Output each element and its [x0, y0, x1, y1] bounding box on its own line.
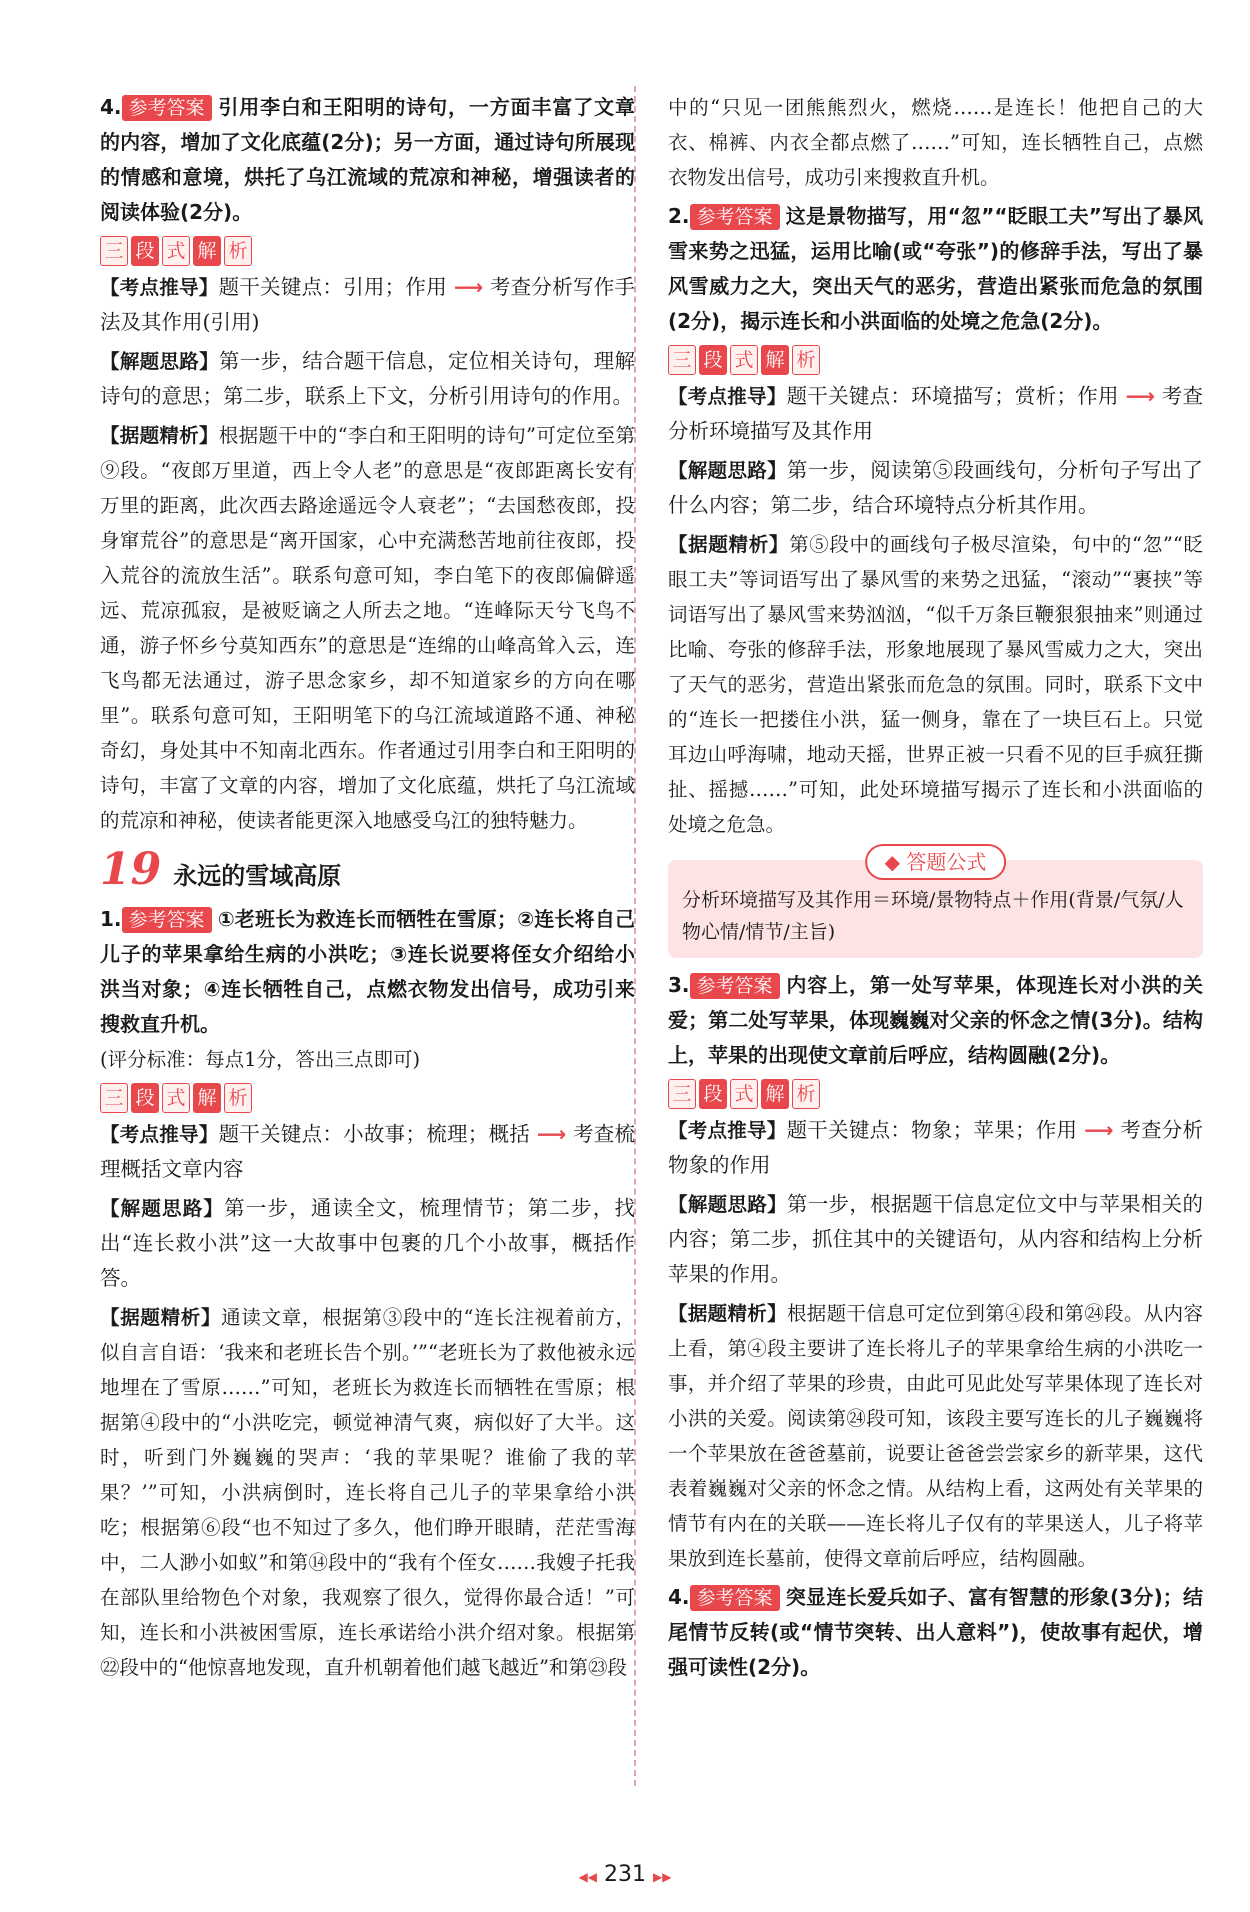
q1-answer-block [100, 902, 635, 1042]
badge-char: 三 [100, 236, 128, 266]
badge-char: 段 [699, 345, 727, 375]
scoring-note: (评分标准：每点1分，答出三点即可) [100, 1048, 421, 1071]
section-label: 【据题精析】 [100, 424, 219, 447]
arrow-icon: ⟶ [453, 275, 484, 299]
jieti-paragraph [100, 344, 635, 414]
section-text: 考查梳理概括文章内容 [100, 1122, 635, 1181]
badge-char: 段 [131, 236, 159, 266]
jugan-paragraph [668, 527, 1203, 842]
badge-char: 析 [792, 345, 820, 375]
section-text: 根据题干中的“李白和王阳明的诗句”可定位至第⑨段。“夜郎万里道，西上令人老”的意思是“夜郎距离长安有万里的距离，此次西去路途遥远令人衰老”；“去国愁夜郎，投身窜荒谷”的意思是“离开国家，心中充满愁苦地前往夜郎，投入荒谷的流放生活”。联系句意可知，李白笔下的夜郎偏僻遥远、荒凉孤寂，是被贬谪之人所去之地。“连峰际天兮飞鸟不通，游子怀乡兮莫知西东”的意思是“连绵的山峰高耸入云，连飞鸟都无法通过，游子思念家乡，却不知道家乡的方向在哪里”。联系句意可知，王阳明笔下的乌江流域道路不通、神秘奇幻，身处其中不知南北西东。作者通过引用李白和王阳明的诗句，丰富了文章的内容，增加了文化底蕴，烘托了乌江流域的荒凉和神秘，使读者能更深入地感受乌江的独特魅力。 [100, 424, 635, 832]
section-text: 第⑤段中的画线句子极尽渲染，句中的“忽”“眨眼工夫”等词语写出了暴风雪的来势之迅猛，“滚动”“裹挟”等词语写出了暴风雪来势汹汹，“似千万条巨鞭狠狠抽来”则通过比喻、夸张的修辞手法，形象地展现了暴风雪威力之大，突出了天气的恶劣，营造出紧张而危急的氛围。同时，联系下文中的“连长一把搂住小洪，猛一侧身，靠在了一块巨石上。只觉耳边山呼海啸，地动天摇，世界正被一只看不见的巨手疯狂撕扯、摇撼……”可知，此处环境描写揭示了连长和小洪面临的处境之危急。 [668, 533, 1203, 836]
sanduan-badge [668, 1079, 1203, 1109]
section-label: 【考点推导】 [668, 385, 787, 408]
section-text: 第一步，结合题干信息，定位相关诗句，理解诗句的意思；第二步，联系上下文，分析引用诗句的作用。 [100, 349, 635, 408]
badge-char: 式 [162, 1083, 190, 1113]
kaodian-paragraph [100, 270, 635, 340]
badge-char: 式 [730, 1079, 758, 1109]
formula-box [668, 850, 1203, 958]
jieti-paragraph [668, 1187, 1203, 1292]
arrow-icon: ⟶ [1125, 384, 1155, 408]
page-number-text: 231 [604, 1862, 646, 1887]
continued-paragraph: 中的“只见一团熊熊烈火，燃烧……是连长！他把自己的大衣、棉裤、内衣全都点燃了……”可知，连长牺牲自己，点燃衣物发出信号，成功引来搜救直升机。 [668, 96, 1203, 189]
q3-answer-block [668, 968, 1203, 1073]
section-text: 第一步，根据题干信息定位文中与苹果相关的内容；第二步，抓住其中的关键语句，从内容和结构上分析苹果的作用。 [668, 1192, 1203, 1286]
section-label: 【考点推导】 [100, 1123, 219, 1146]
section-label: 【据题精析】 [668, 533, 790, 556]
section-text: 题干关键点：引用；作用 [218, 275, 447, 299]
left-column [100, 90, 635, 1685]
badge-char: 析 [224, 1083, 252, 1113]
question-number: 4. [100, 95, 122, 119]
answer-tag: 参考答案 [690, 973, 780, 999]
section-label: 【考点推导】 [668, 1119, 787, 1142]
section-text: 题干关键点：物象；苹果；作用 [786, 1118, 1078, 1142]
q2-answer-block [668, 199, 1203, 339]
badge-char: 式 [162, 236, 190, 266]
answer-text: 这是景物描写，用“忽”“眨眼工夫”写出了暴风雪来势之迅猛，运用比喻(或“夸张”)的修辞手法，写出了暴风雪威力之大，突出天气的恶劣，营造出紧张而危急的氛围(2分)，揭示连长和小洪面临的处境之危急(2分)。 [668, 204, 1203, 333]
article-heading [100, 844, 635, 895]
jugan-paragraph [100, 418, 635, 838]
badge-char: 解 [761, 345, 789, 375]
answer-tag: 参考答案 [122, 907, 212, 933]
kaodian-paragraph [668, 1113, 1203, 1183]
formula-title: ◆ 答题公式 [865, 844, 1007, 880]
answer-text: 内容上，第一处写苹果，体现连长对小洪的关爱；第二处写苹果，体现巍巍对父亲的怀念之情(3分)。结构上，苹果的出现使文章前后呼应，结构圆融(2分)。 [668, 973, 1203, 1067]
answer-tag: 参考答案 [122, 95, 212, 121]
section-text: 根据题干信息可定位到第④段和第㉔段。从内容上看，第④段主要讲了连长将儿子的苹果拿给生病的小洪吃一事，并介绍了苹果的珍贵，由此可见此处写苹果体现了连长对小洪的关爱。阅读第㉔段可知，该段主要写连长的儿子巍巍将一个苹果放在爸爸墓前，说要让爸爸尝尝家乡的新苹果，这代表着巍巍对父亲的怀念之情。从结构上看，这两处有关苹果的情节有内在的关联——连长将儿子仅有的苹果送人，儿子将苹果放到连长墓前，使得文章前后呼应，结构圆融。 [668, 1302, 1203, 1570]
kaodian-paragraph [100, 1117, 635, 1187]
section-label: 【解题思路】 [668, 1193, 787, 1216]
arrow-icon: ⟶ [1084, 1118, 1114, 1142]
jieti-paragraph [100, 1191, 635, 1296]
sanduan-badge [668, 345, 1203, 375]
answer-text: 突显连长爱兵如子、富有智慧的形象(3分)；结尾情节反转(或“情节突转、出人意料”)，使故事有起伏，增强可读性(2分)。 [668, 1585, 1203, 1679]
answer-tag: 参考答案 [690, 204, 780, 230]
article-number: 19 [100, 844, 162, 895]
jieti-paragraph [668, 453, 1203, 523]
sanduan-badge [100, 1083, 635, 1113]
section-label: 【解题思路】 [100, 1197, 225, 1220]
badge-char: 段 [699, 1079, 727, 1109]
badge-char: 解 [193, 1083, 221, 1113]
q4-answer-block [668, 1580, 1203, 1685]
page-right-arrows-icon: ▶▶ [653, 1870, 672, 1884]
arrow-icon: ⟶ [536, 1122, 567, 1146]
section-text: 题干关键点：环境描写；赏析；作用 [786, 384, 1119, 408]
page-left-arrows-icon: ◀◀ [578, 1870, 597, 1884]
question-number: 2. [668, 204, 690, 228]
section-text: 考查分析环境描写及其作用 [668, 384, 1203, 443]
article-title: 永远的雪域高原 [173, 862, 342, 890]
section-label: 【据题精析】 [100, 1306, 222, 1329]
badge-char: 段 [131, 1083, 159, 1113]
section-label: 【解题思路】 [668, 459, 787, 482]
badge-char: 析 [792, 1079, 820, 1109]
section-text: 通读文章，根据第③段中的“连长注视着前方，似自言自语：‘我来和老班长告个别。’”“老班长为了救他被永远地埋在了雪原……”可知，老班长为救连长而牺牲在雪原；根据第④段中的“小洪吃完，顿觉神清气爽，病似好了大半。这时，听到门外巍巍的哭声：‘我的苹果呢？谁偷了我的苹果？’”可知，小洪病倒时，连长将自己儿子的苹果拿给小洪吃；根据第⑥段“也不知过了多久，他们睁开眼睛，茫茫雪海中，二人渺小如蚁”和第⑭段中的“我有个侄女……我嫂子托我在部队里给物色个对象，我观察了很久，觉得你最合适！”可知，连长和小洪被困雪原，连长承诺给小洪介绍对象。根据第㉒段中的“他惊喜地发现，直升机朝着他们越飞越近”和第㉓段 [100, 1306, 635, 1679]
question-number: 1. [100, 907, 122, 931]
section-text: 第一步，阅读第⑤段画线句，分析句子写出了什么内容；第二步，结合环境特点分析其作用。 [668, 458, 1203, 517]
question-number: 3. [668, 973, 690, 997]
badge-char: 析 [224, 236, 252, 266]
answer-text: 引用李白和王阳明的诗句，一方面丰富了文章的内容，增加了文化底蕴(2分)；另一方面，通过诗句所展现的情感和意境，烘托了乌江流域的荒凉和神秘，增强读者的阅读体验(2分)。 [100, 95, 635, 224]
badge-char: 三 [668, 345, 696, 375]
badge-char: 解 [761, 1079, 789, 1109]
answer-text: ①老班长为救连长而牺牲在雪原；②连长将自己儿子的苹果拿给生病的小洪吃；③连长说要将侄女介绍给小洪当对象；④连长牺牲自己，点燃衣物发出信号，成功引来搜救直升机。 [100, 907, 635, 1036]
question-number: 4. [668, 1585, 690, 1609]
formula-text: 分析环境描写及其作用＝环境/景物特点＋作用(背景/气氛/人物心情/情节/主旨) [682, 889, 1184, 943]
badge-char: 三 [668, 1079, 696, 1109]
jugan-paragraph [100, 1300, 635, 1685]
badge-char: 式 [730, 345, 758, 375]
section-label: 【解题思路】 [100, 350, 219, 373]
section-text: 考查分析写作手法及其作用(引用) [100, 275, 635, 334]
sanduan-badge [100, 236, 635, 266]
page-number [0, 1862, 1250, 1887]
section-text: 题干关键点：小故事；梳理；概括 [218, 1122, 530, 1146]
badge-char: 三 [100, 1083, 128, 1113]
section-label: 【据题精析】 [668, 1302, 787, 1325]
right-column [668, 90, 1203, 1685]
section-label: 【考点推导】 [100, 276, 219, 299]
q4-answer-block [100, 90, 635, 230]
answer-tag: 参考答案 [690, 1585, 780, 1611]
kaodian-paragraph [668, 379, 1203, 449]
badge-char: 解 [193, 236, 221, 266]
section-text: 考查分析物象的作用 [668, 1118, 1203, 1177]
section-text: 第一步，通读全文，梳理情节；第二步，找出“连长救小洪”这一大故事中包裹的几个小故事，概括作答。 [100, 1196, 635, 1290]
jugan-paragraph [668, 1296, 1203, 1576]
